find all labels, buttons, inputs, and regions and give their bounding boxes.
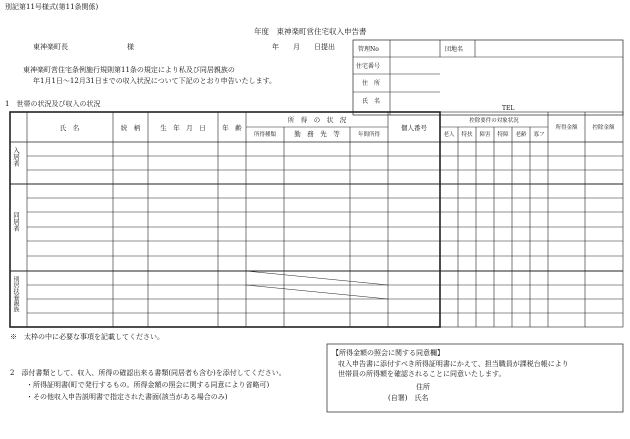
col-income-amount-header: 所得金額 bbox=[555, 125, 578, 131]
consent-line-2: 世帯員の所得額を確認されることに同意いたします。 bbox=[338, 370, 506, 378]
honorific: 様 bbox=[127, 43, 134, 51]
table-strike-line bbox=[246, 285, 388, 299]
table-outer-frame bbox=[10, 112, 623, 327]
form-reference: 別記第11号様式(第11条関係) bbox=[5, 3, 99, 11]
section-2-line-1: 2 添付書類として、収入、所得の確認出来る書類(同居者も含む)を添付してください。 bbox=[10, 369, 286, 377]
col-deduction-amount-header: 控除金額 bbox=[592, 125, 615, 131]
name-label: 氏 名 bbox=[362, 98, 381, 105]
col-name-header: 氏 名 bbox=[59, 123, 80, 132]
deduction-widow: 寡フ bbox=[533, 131, 545, 138]
deduction-special-disability: 特障 bbox=[497, 131, 509, 138]
row-group-cohabitant: 同居者 bbox=[12, 212, 20, 232]
address-label: 住 所 bbox=[362, 80, 381, 87]
form-title: 年度 東神楽町営住宅収入申告書 bbox=[254, 27, 367, 36]
consent-title: 【所得金額の照会に関する同意欄】 bbox=[332, 349, 444, 357]
group-name-label: 団地名 bbox=[445, 46, 464, 53]
intro-line-2: 年1月1日～12月31日までの収入状況について下記のとおり申告いたします。 bbox=[33, 77, 277, 85]
table-strike-line bbox=[246, 271, 388, 285]
management-no-label: 管理No bbox=[358, 46, 379, 53]
row-group-resident: 入居者 bbox=[12, 147, 20, 167]
deduction-special-dependent: 特扶 bbox=[461, 131, 473, 138]
col-employer-header: 勤 務 先 等 bbox=[294, 130, 340, 138]
deduction-aged: 老齢 bbox=[515, 131, 527, 138]
col-annual-income-header: 年間所得 bbox=[357, 131, 380, 138]
addressee: 東神楽町長 bbox=[33, 43, 68, 51]
col-personal-no-header: 個人番号 bbox=[401, 123, 427, 132]
info-box-frame bbox=[353, 40, 623, 115]
col-relation-header: 続 柄 bbox=[120, 123, 141, 132]
intro-line-1: 東神楽町営住宅条例施行規則第11条の規定により私及び同居親族の bbox=[23, 66, 235, 74]
consent-address-label: 住所 bbox=[416, 383, 430, 391]
consent-line-1: 収入申告書に添付すべき所得証明書にかえて、担当職員が課税台帳により bbox=[338, 360, 569, 368]
col-age-header: 年 齢 bbox=[222, 123, 242, 132]
section-2-line-3: ・その他収入申告説明書で指定された書面(該当がある場合のみ) bbox=[26, 393, 228, 401]
consent-name-label: (自署) 氏名 bbox=[388, 394, 429, 402]
submission-date-field: 年 月 日提出 bbox=[272, 43, 335, 51]
col-income-type-header: 所得種類 bbox=[253, 131, 276, 138]
income-group-header: 所 得 の 状 況 bbox=[287, 116, 347, 124]
note-bold-frame: ※ 太枠の中に必要な事項を記載してください。 bbox=[10, 333, 164, 341]
row-group-separate-dependent: 別居扶養親族 bbox=[12, 276, 19, 312]
deduction-group-header: 控除要件の対象状況 bbox=[469, 117, 519, 124]
section-1-heading: 1 世帯の状況及び収入の状況 bbox=[5, 100, 101, 108]
tel-label: TEL bbox=[502, 105, 515, 112]
deduction-disability: 障害 bbox=[479, 131, 491, 138]
section-2-line-2: ・所得証明書(町で発行するもの。所得金額の照会に関する同意により省略可) bbox=[26, 381, 270, 389]
col-birthdate-header: 生 年 月 日 bbox=[160, 123, 206, 132]
housing-no-label: 住宅番号 bbox=[356, 63, 381, 70]
table-bold-frame bbox=[10, 112, 440, 327]
deduction-elderly: 老人 bbox=[443, 131, 455, 138]
